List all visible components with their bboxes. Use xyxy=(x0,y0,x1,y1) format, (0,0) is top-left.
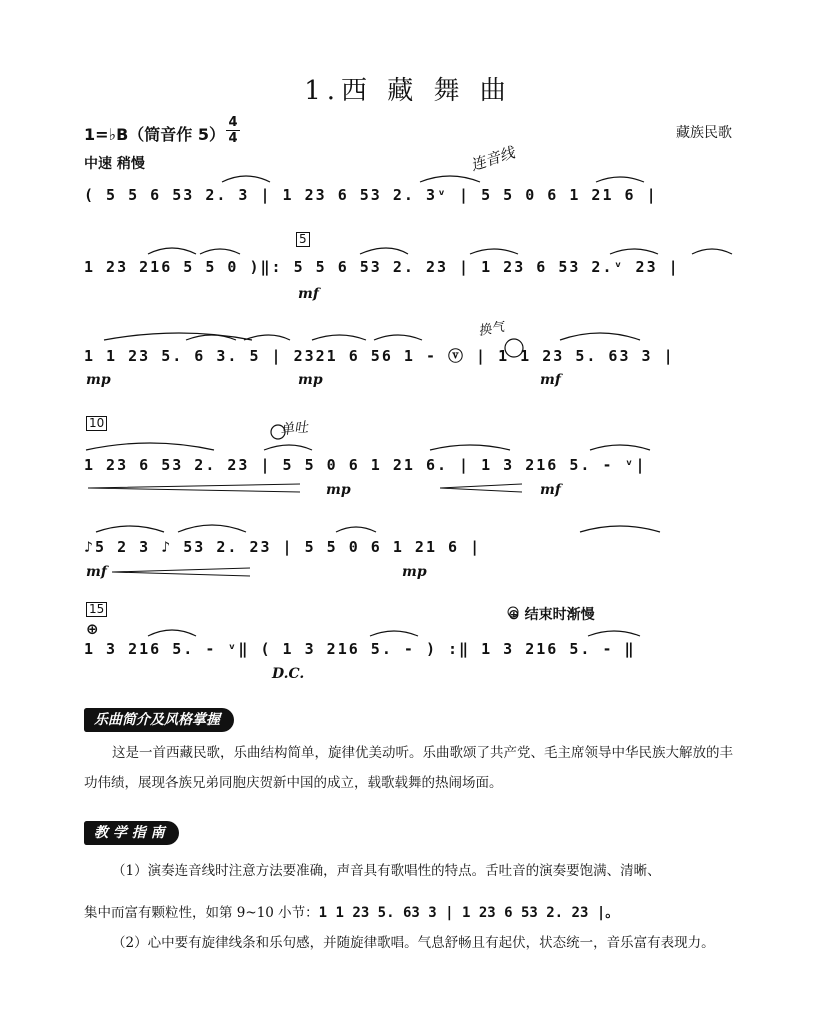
dc-marking: D.C. xyxy=(272,666,305,682)
bar-number-5: 5 xyxy=(296,232,310,247)
guide-paragraph-1b xyxy=(84,898,744,928)
dynamic-mark: mp xyxy=(86,372,111,388)
intro-paragraph: 这是一首西藏民歌，乐曲结构简单，旋律优美动听。乐曲歌颂了共产党、毛主席领导中华民族大解放的丰功伟绩，展现各族兄弟同胞庆贺新中国的成立，载歌载舞的热闹场面。 xyxy=(84,745,733,791)
tempo-marking: 中速 稍慢 xyxy=(84,156,145,172)
piece-title: 1.西 藏 舞 曲 xyxy=(304,76,512,106)
handwritten-note-legato: 连音线 xyxy=(468,143,517,175)
piece-origin: 藏族民歌 xyxy=(676,125,732,141)
guide-paragraph-1b-text: 集中而富有颗粒性，如第 9~10 小节： xyxy=(84,905,319,921)
score-line-6: 1 3 216 5. - ᵛ‖ ( 1 3 216 5. - ) :‖ 1 3 216 5. - ‖ xyxy=(84,640,636,658)
meter-top: 4 xyxy=(228,115,238,130)
coda-symbol: ⊕ xyxy=(86,620,99,638)
score-line-3: 1 1 23 5. 6 3. 5 | 2321 6 56 1 - ⓥ | 1 1 23 5. 63 3 | xyxy=(84,347,675,365)
guide-paragraph-1a: （1）演奏连音线时注意方法要准确，声音具有歌唱性的特点。舌吐音的演奏要饱满、清晰、 xyxy=(112,863,661,879)
handwritten-circles xyxy=(271,339,523,439)
bar-number-15: 15 xyxy=(86,602,107,617)
key-label: 1=♭B xyxy=(84,125,129,144)
section-tag-intro: 乐曲简介及风格掌握 xyxy=(84,708,234,732)
handwritten-note-breath: 换气 xyxy=(477,319,506,340)
guide-inline-notation: 1 1 23 5. 63 3 | 1 23 6 53 2. 23 |。 xyxy=(318,905,620,921)
dynamic-mark: mf xyxy=(298,286,319,302)
dynamic-mark: mf xyxy=(540,372,561,388)
score-line-4: 1 23 6 53 2. 23 | 5 5 0 6 1 21 6. | 1 3 216 5. - ᵛ| xyxy=(84,456,647,474)
coda-symbol-marks xyxy=(508,607,518,617)
coda-instruction: ⊕ 结束时渐慢 xyxy=(508,607,595,623)
crescendo-hairpins xyxy=(88,484,522,576)
key-note: （筒音作 5） xyxy=(128,125,225,144)
section-tag-guide: 教 学 指 南 xyxy=(84,821,179,845)
dynamic-mark: mf xyxy=(86,564,107,580)
meter-bottom: 4 xyxy=(228,131,238,146)
bar-number-10: 10 xyxy=(86,416,107,431)
score-line-2: 1 23 216 5 5 0 )‖: 5 5 6 53 2. 23 | 1 23 6 53 2.ᵛ 23 | xyxy=(84,258,680,276)
dynamic-mark: mf xyxy=(540,482,561,498)
guide-paragraph-2: （2）心中要有旋律线条和乐句感，并随旋律歌唱。气息舒畅且有起伏，状态统一，音乐富有表现力。 xyxy=(112,935,715,951)
handwritten-note-single-tongue: 单吐 xyxy=(279,419,309,439)
dynamic-mark: mp xyxy=(326,482,351,498)
score-line-5: ♪5 2 3 ♪ 53 2. 23 | 5 5 0 6 1 21 6 | xyxy=(84,538,482,556)
dynamic-mark: mp xyxy=(298,372,323,388)
score-line-1: ( 5 5 6 53 2. 3 | 1 23 6 53 2. 3ᵛ | 5 5 0 6 1 21 6 | xyxy=(84,186,658,204)
dynamic-mark: mp xyxy=(402,564,427,580)
slurs xyxy=(86,176,732,636)
coda-text: 结束时渐慢 xyxy=(524,607,595,623)
